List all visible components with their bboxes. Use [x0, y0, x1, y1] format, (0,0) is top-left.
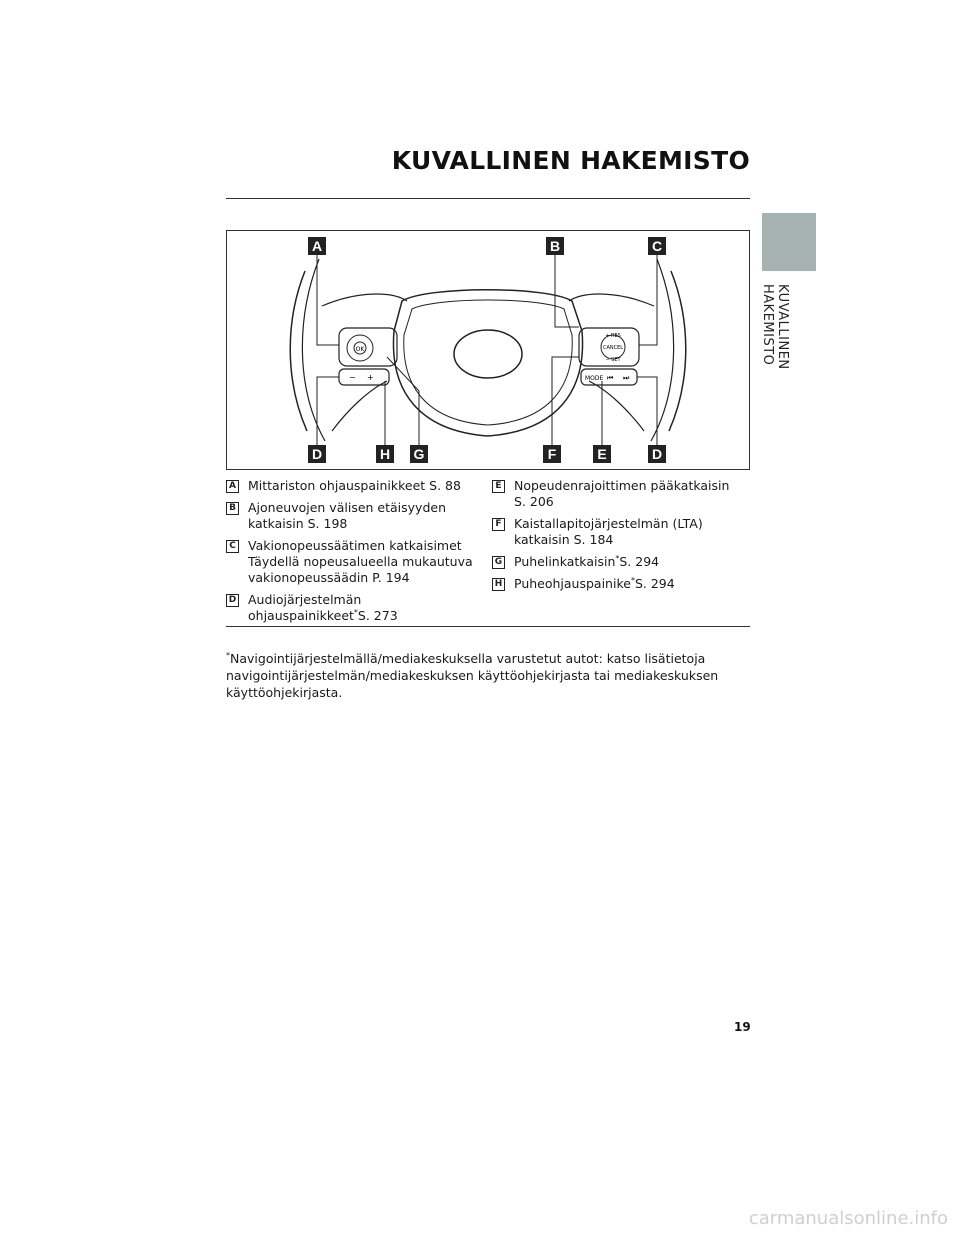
legend-a-line-1[interactable]: Mittariston ohjauspainikkeet S. 88: [248, 478, 461, 493]
legend-h-line-1[interactable]: Puheohjauspainike*S. 294: [514, 575, 675, 591]
watermark: carmanualsonline.info: [748, 1208, 948, 1229]
badge-e: E: [492, 480, 505, 493]
steering-wheel-figure: [226, 230, 750, 470]
legend-item-g: [492, 554, 750, 570]
next-label[interactable]: ⏭: [623, 374, 630, 382]
mode-label[interactable]: MODE: [585, 375, 604, 382]
legend-item-d: [226, 592, 488, 624]
legend-d-line-1: Audiojärjestelmän: [248, 592, 362, 607]
callout-h: [376, 445, 394, 463]
set-label[interactable]: − SET: [605, 357, 621, 363]
volume-switch: [339, 369, 389, 385]
callout-e: [593, 445, 611, 463]
badge-h: H: [492, 578, 505, 591]
volume-plus-label[interactable]: +: [367, 373, 374, 382]
svg-text:F: F: [547, 446, 557, 462]
legend-e-line-1: Nopeudenrajoittimen pääkatkaisin: [514, 478, 730, 493]
svg-text:E: E: [597, 446, 607, 462]
legend-g-line-1[interactable]: Puhelinkatkaisin*S. 294: [514, 553, 660, 569]
badge-c: C: [226, 540, 239, 553]
legend-f-line-1: Kaistallapitojärjestelmän (LTA): [514, 516, 703, 531]
badge-d: D: [226, 594, 239, 607]
legend-item-a: [226, 478, 488, 494]
legend-divider: [226, 626, 750, 627]
legend-e-line-2[interactable]: S. 206: [514, 494, 554, 509]
title-divider: [226, 198, 750, 199]
svg-text:H: H: [379, 446, 391, 462]
section-tab-label: KUVALLINEN HAKEMISTO: [760, 284, 790, 370]
footnote-text: Navigointijärjestelmällä/mediakeskuksella varustetut autot: katso lisätietoja navigointijärjestelmän/mediakeskuksen käyttöohjekirjasta tai mediakeskuksen käyttöohjekirjasta.: [226, 651, 719, 700]
svg-text:G: G: [413, 446, 425, 462]
rim-left-outer: [290, 271, 307, 431]
legend-c-line-1: Vakionopeussäätimen katkaisimet: [248, 538, 462, 553]
legend-d-line-2[interactable]: ohjauspainikkeet*S. 273: [248, 607, 398, 623]
svg-text:D: D: [311, 446, 323, 462]
legend-b-line-2[interactable]: katkaisin S. 198: [248, 516, 348, 531]
svg-text:B: B: [549, 238, 561, 254]
callout-a: [308, 237, 326, 255]
callout-c: [648, 237, 666, 255]
steering-wheel-illustration: [227, 231, 749, 469]
page-title: KUVALLINEN HAKEMISTO: [391, 146, 750, 175]
footnote-marker: *: [226, 650, 230, 660]
prev-label[interactable]: ⏮: [607, 374, 614, 382]
callout-b: [546, 237, 564, 255]
legend-left-column: [226, 478, 488, 630]
left-control-pad: [339, 328, 397, 366]
legend-item-f: [492, 516, 750, 548]
legend-b-line-1: Ajoneuvojen välisen etäisyyden: [248, 500, 446, 515]
svg-text:D: D: [651, 446, 663, 462]
footnote: [226, 650, 750, 701]
page-number: 19: [734, 1020, 751, 1034]
legend-right-column: [492, 478, 750, 598]
ok-button-label[interactable]: OK: [355, 346, 365, 353]
badge-g: G: [492, 556, 505, 569]
callout-f: [543, 445, 561, 463]
svg-text:C: C: [651, 238, 663, 254]
section-tab[interactable]: [762, 213, 816, 271]
legend-item-e: [492, 478, 750, 510]
rim-left-inner: [302, 259, 325, 441]
rim-right-inner: [651, 259, 674, 441]
callout-d-right: [648, 445, 666, 463]
horn-emblem: [454, 330, 522, 378]
legend: [226, 478, 750, 624]
svg-text:A: A: [311, 238, 323, 254]
badge-a: A: [226, 480, 239, 493]
legend-item-h: [492, 576, 750, 592]
badge-b: B: [226, 502, 239, 515]
legend-f-line-2[interactable]: katkaisin S. 184: [514, 532, 614, 547]
legend-c-line-2: Täydellä nopeusalueella mukautuva: [248, 554, 473, 569]
callout-g: [410, 445, 428, 463]
cancel-label[interactable]: CANCEL: [602, 345, 624, 351]
rim-right-outer: [669, 271, 686, 431]
badge-f: F: [492, 518, 505, 531]
callout-d-left: [308, 445, 326, 463]
legend-item-c: [226, 538, 488, 586]
hub-outline: [393, 290, 582, 436]
volume-minus-label[interactable]: −: [349, 373, 356, 382]
legend-c-line-3[interactable]: vakionopeussäädin P. 194: [248, 570, 410, 585]
res-label[interactable]: + RES: [605, 333, 621, 339]
legend-item-b: [226, 500, 488, 532]
